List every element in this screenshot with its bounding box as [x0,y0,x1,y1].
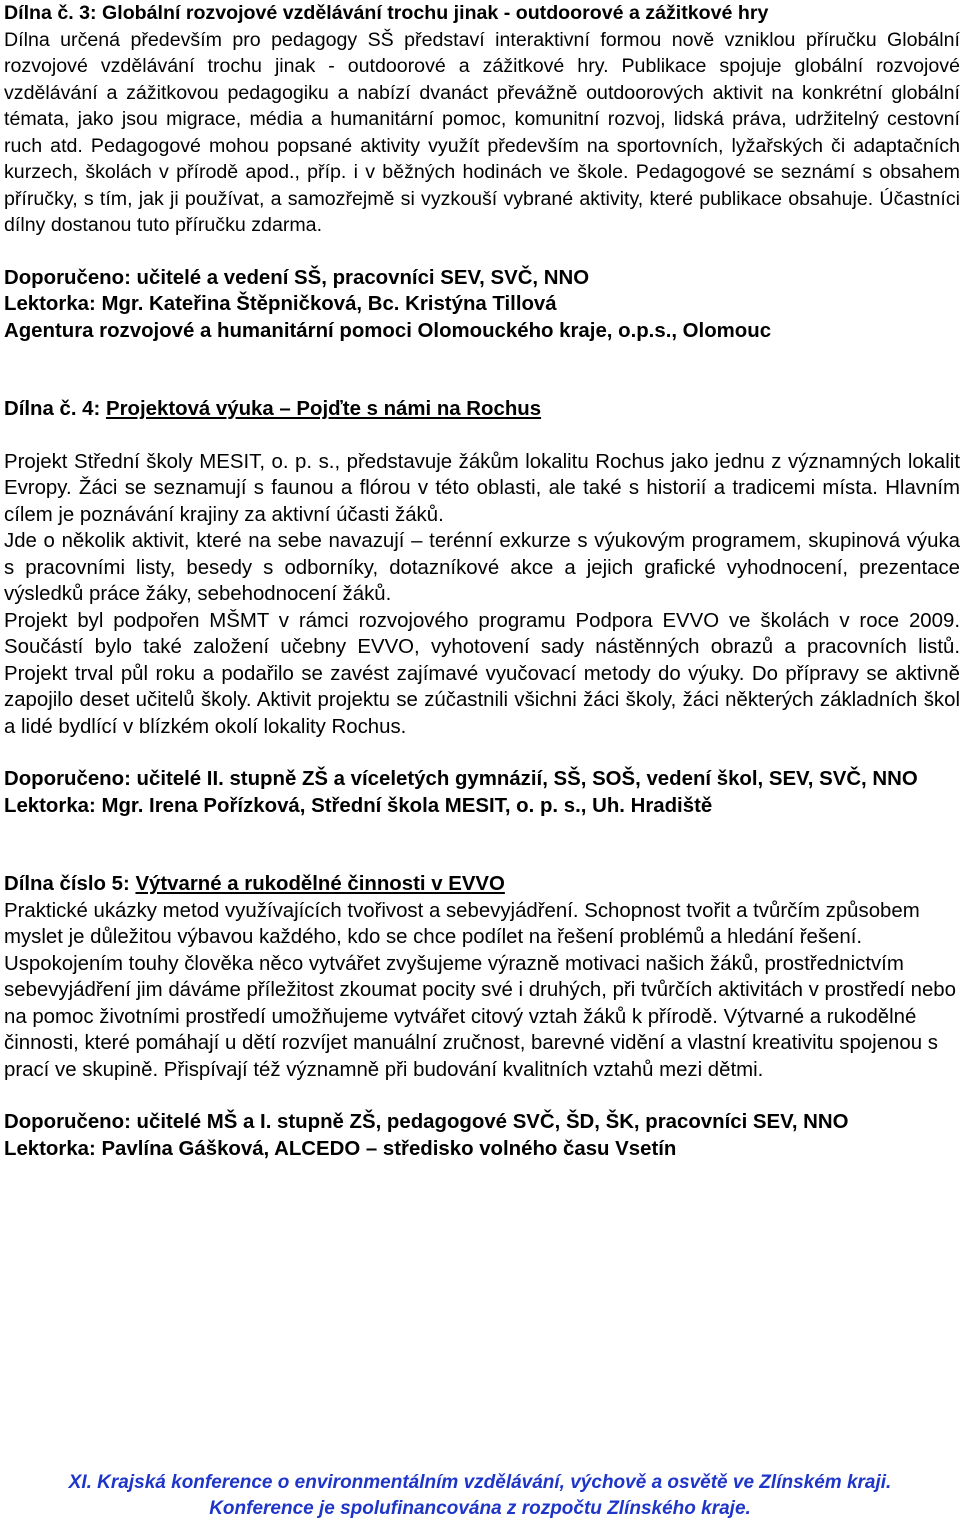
workshop-4-heading [4,396,960,423]
workshop-3-organization: Agentura rozvojové a humanitární pomoci Olomouckého kraje, o.p.s., Olomouc [4,319,772,342]
footer-line-funding: Konference je spolufinancována z rozpočtu Zlínského kraje. [209,1498,751,1519]
workshop-5-recommended: Doporučeno: učitelé MŠ a I. stupně ZŠ, pedagogové SVČ, ŠD, ŠK, pracovníci SEV, NNO [4,1111,849,1133]
workshop-3-lecturer: Lektorka: Mgr. Kateřina Štěpničková, Bc. Kristýna Tillová [4,293,557,315]
workshop-4-number: Dílna č. 4: [4,398,106,420]
workshop-5-number: Dílna číslo 5: [4,873,136,895]
workshop-5-heading [4,871,960,898]
workshop-5 [4,871,960,1162]
workshop-4-paragraph: Projekt byl podpořen MŠMT v rámci rozvojového programu Podpora EVVO ve školách v roce 2009. Součástí bylo také založení učebny EVVO, vyhotovení sady nástěnných obrazů a pracovních listů. Projekt trval půl roku a podařilo se zavést zajímavé vyučovací metody do výuky. Do přípravy se aktivně zapojilo deset učitelů školy. Aktivit projektu se zúčastnili všichni žáci školy, žáci některých základních škol a lidé bydlící v blízkém okolí lokality Rochus. [4,609,960,738]
workshop-4-lecturer: Lektorka: Mgr. Irena Pořízková, Střední škola MESIT, o. p. s., Uh. Hradiště [4,794,713,817]
workshop-4-paragraph: Projekt Střední školy MESIT, o. p. s., představuje žákům lokalitu Rochus jako jednu z významných lokalit Evropy. Žáci se seznamují s faunou a flórou v této oblasti, ale také s historií a tradicemi místa. Hlavním cílem je poznávání krajiny za aktivní účasti žáků. [4,450,960,526]
workshop-3-number: Dílna č. 3: [4,2,97,24]
workshop-3-title: Globální rozvojové vzdělávání trochu jinak - outdoorové a zážitkové hry [96,2,769,24]
workshop-4-paragraph: Jde o několik aktivit, které na sebe navazují – terénní exkurze s výukovým programem, skupinová výuka s pracovními listy, besedy s odborníky, dotazníkové akce a jejich grafické vyhodnocení, prezentace výsledků práce žáky, sebehodnocení žáků. [4,530,960,605]
page-footer [0,1470,960,1522]
footer-line-conference: XI. Krajská konference o environmentálním vzdělávání, výchově a osvětě ve Zlínském kraji. [68,1472,892,1493]
workshop-3 [4,0,960,344]
workshop-4-title: Projektová výuka – Pojďte s námi na Rochus [105,398,542,420]
workshop-4-recommended: Doporučeno: učitelé II. stupně ZŠ a víceletých gymnázií, SŠ, SOŠ, vedení škol, SEV, SVČ, NNO [4,768,918,790]
workshop-4 [4,396,960,819]
workshop-5-title: Výtvarné a rukodělné činnosti v EVVO [135,873,505,895]
workshop-3-heading [4,0,960,27]
workshop-3-description: Dílna určená především pro pedagogy SŠ představí interaktivní formou nově vzniklou příručku Globální rozvojové vzdělávání trochu jinak - outdoorové a zážitkové hry. Publikace spojuje globální rozvojové vzdělávání a zážitkovou pedagogiku a nabízí dvanáct převážně outdoorových aktivit na konkrétní globální témata, jako jsou migrace, média a humanitární pomoc, komunitní rozvoj, lidská práva, udržitelný cestovní ruch atd. Pedagogové mohou popsané aktivity využít především na sportovních, lyžařských či adaptačních kurzech, školách v přírodě apod., příp. i v běžných hodinách ve škole. Pedagogové se seznámí s obsahem příručky, s tím, jak ji používat, a samozřejmě si vyzkouší vybrané aktivity, které publikace obsahuje. Účastníci dílny dostanou tuto příručku zdarma. [4,28,960,236]
workshop-5-lecturer: Lektorka: Pavlína Gášková, ALCEDO – středisko volného času Vsetín [4,1137,677,1160]
document-page [4,0,960,1162]
workshop-3-recommended: Doporučeno: učitelé a vedení SŠ, pracovníci SEV, SVČ, NNO [4,266,590,289]
workshop-5-description: Praktické ukázky metod využívajících tvořivost a sebevyjádření. Schopnost tvořit a tvůrčím způsobem myslet je důležitou výbavou každého, kdo se chce podílet na řešení problémů a hledání řešení. Uspokojením touhy člověka něco vytvářet zvyšujeme výrazně motivaci našich žáků, prostřednictvím sebevyjádření jim dáváme příležitost zkoumat pocity své i druhých, při tvůrčích aktivitách v prostředí nebo na pomoc životními prostředí umožňujeme vytvářet citový vztah žáků k přírodě. Výtvarné a rukodělné činnosti, které pomáhají u dětí rozvíjet manuální zručnost, barevné vidění a vlastní kreativitu spojenou s prací ve skupině. Přispívají též významně při budování kvalitních vztahů mezi dětmi. [4,899,956,1081]
